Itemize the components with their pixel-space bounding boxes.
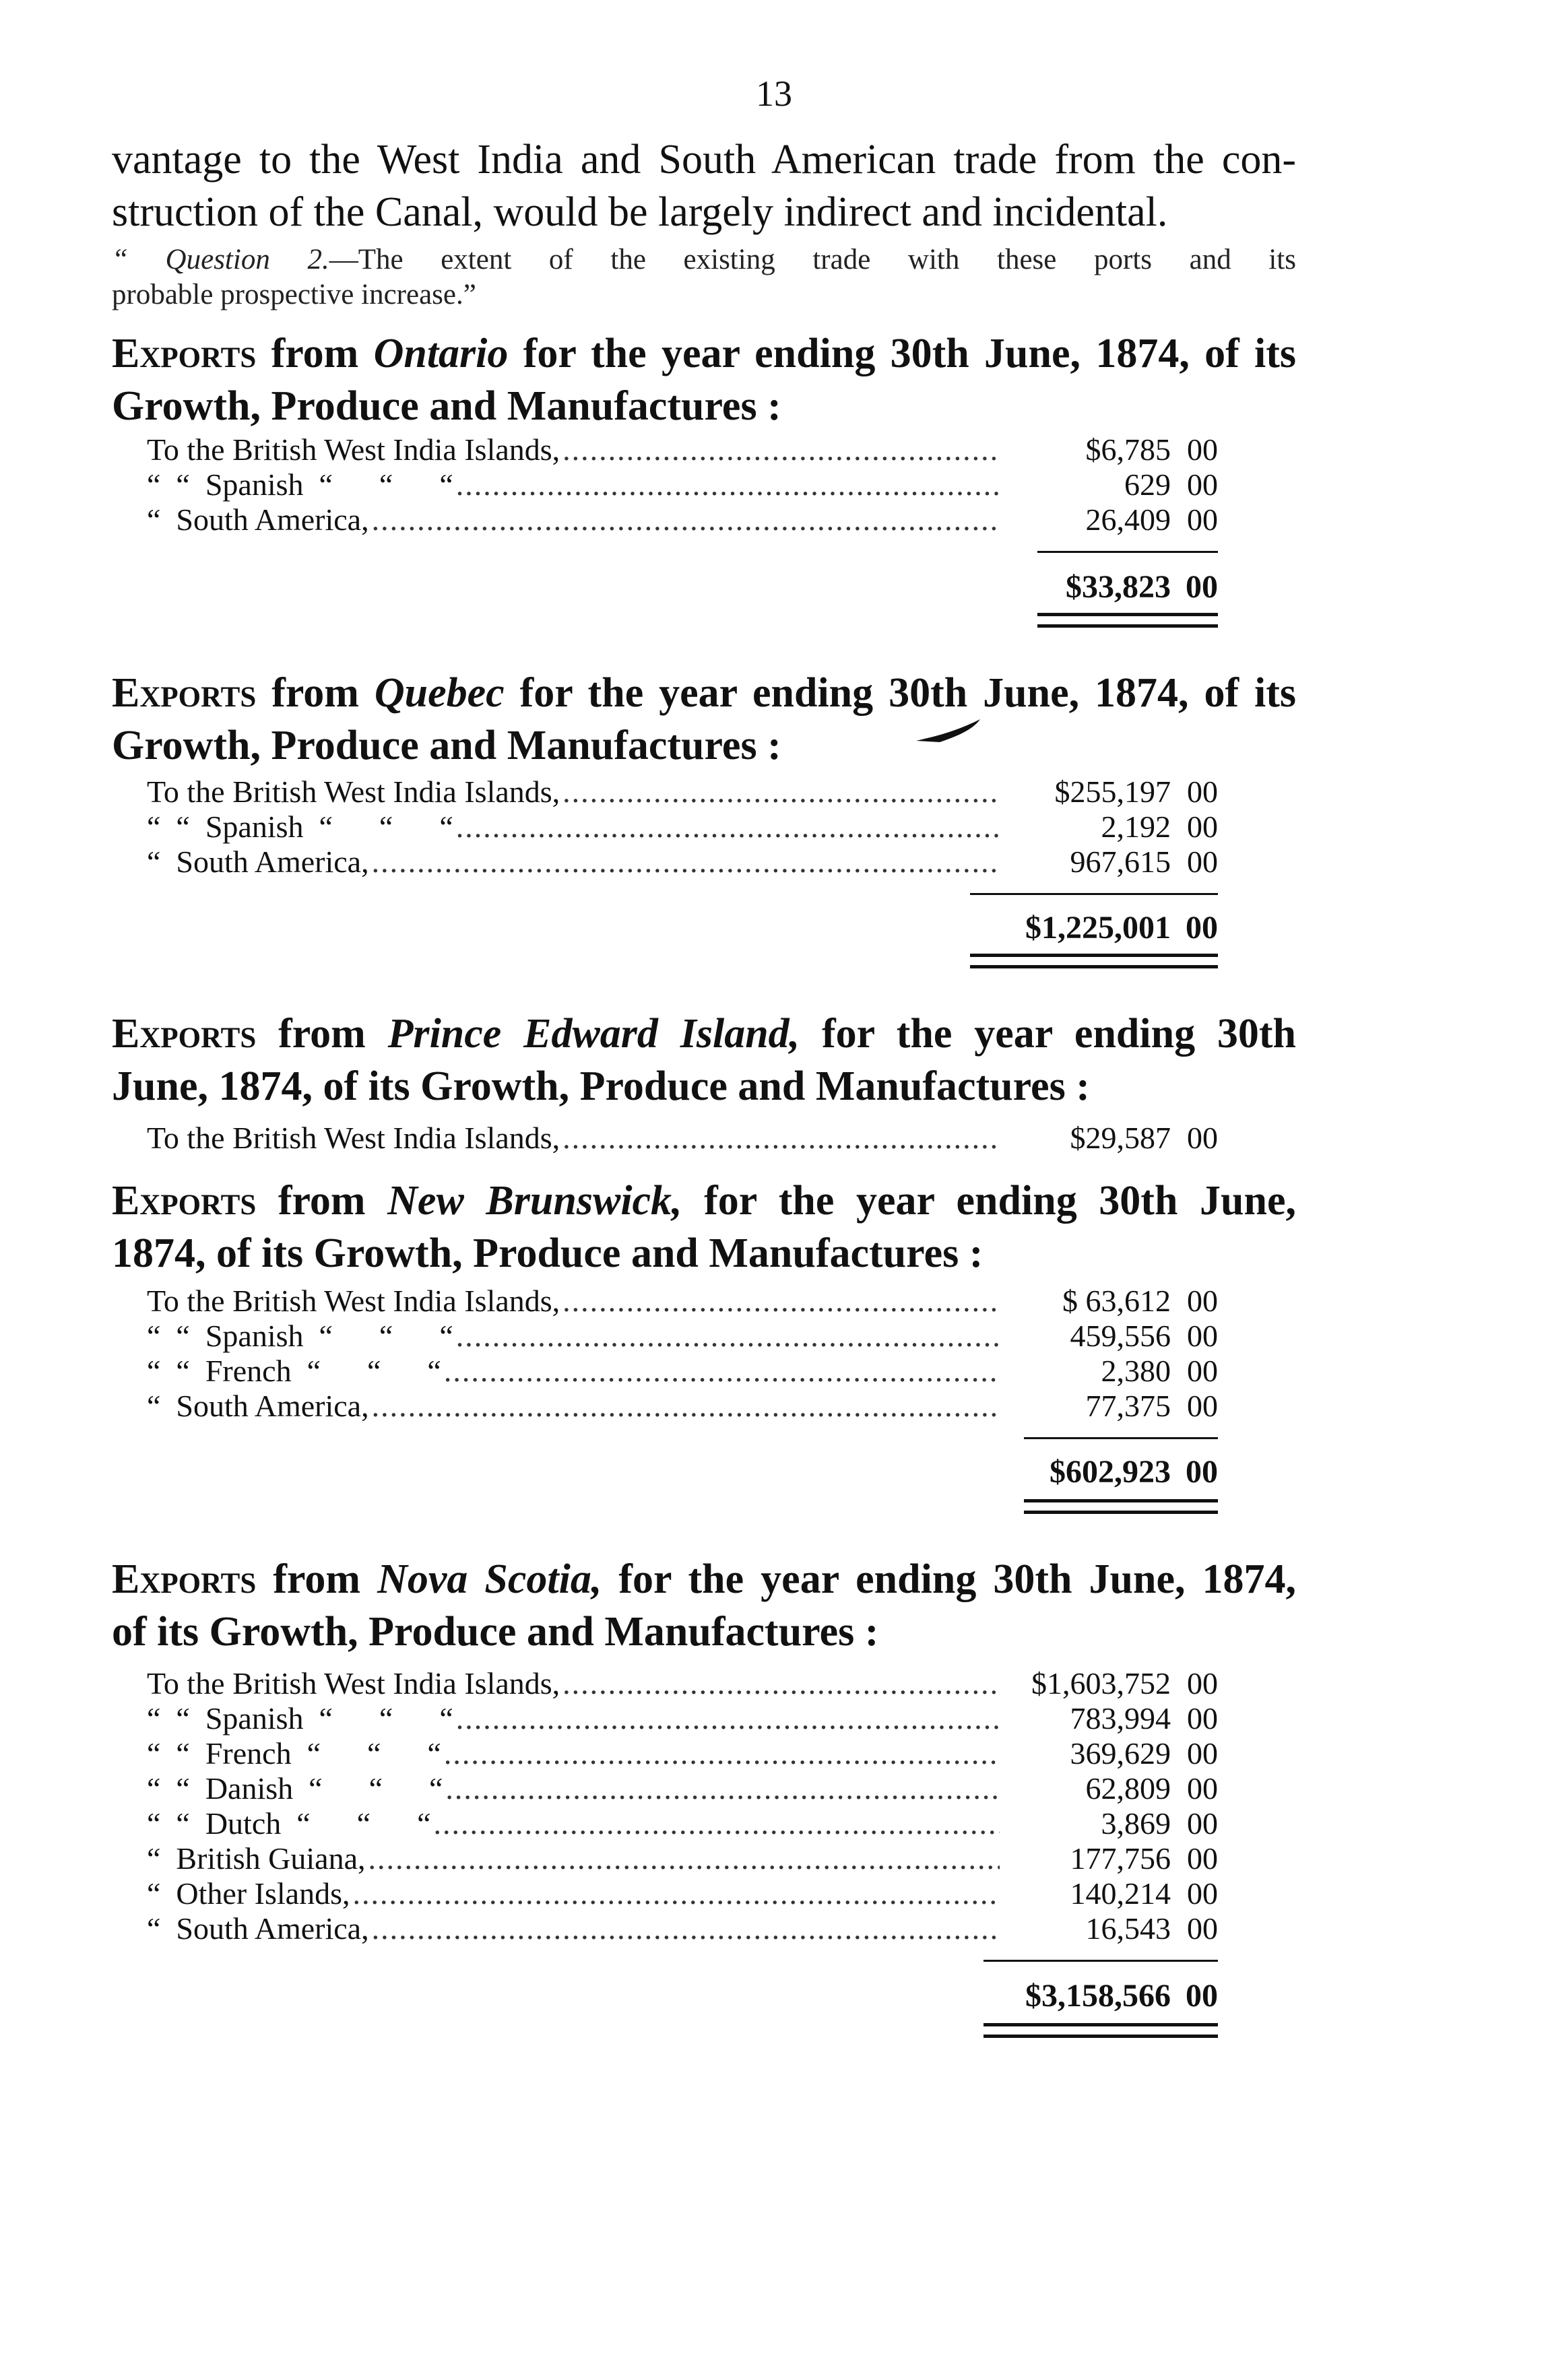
total-double-rule xyxy=(983,2023,1218,2038)
heading-line-1 xyxy=(112,327,1296,380)
exports-word: Exports xyxy=(112,331,257,376)
heading-rest: for the year ending 30th xyxy=(821,1011,1297,1057)
row-label: “ “ Spanish “ “ “ xyxy=(147,467,453,502)
table-row xyxy=(147,502,1218,537)
from-word: from xyxy=(278,1178,366,1224)
leader-dots xyxy=(562,1121,1000,1156)
page-number: 13 xyxy=(756,73,792,114)
row-label: “ “ French “ “ “ xyxy=(147,1736,441,1771)
section-heading-new-brunswick xyxy=(112,1175,1296,1280)
section-total xyxy=(943,568,1218,606)
table-row xyxy=(147,1319,1218,1354)
row-cents: 00 xyxy=(1187,502,1218,537)
row-cents: 00 xyxy=(1187,1319,1218,1353)
total-cents: 00 xyxy=(1186,910,1218,946)
table-row xyxy=(147,1771,1218,1806)
from-word: from xyxy=(278,1011,366,1057)
table-row xyxy=(147,809,1218,845)
row-label: “ South America, xyxy=(147,1911,369,1946)
ink-mark-icon xyxy=(913,715,987,749)
row-cents: 00 xyxy=(1187,467,1218,502)
total-amount: $602,923 xyxy=(1050,1454,1171,1490)
row-cents: 00 xyxy=(1187,1666,1218,1700)
section-heading-pei xyxy=(112,1007,1296,1113)
row-amount: $ 63,612 xyxy=(1062,1284,1171,1318)
row-cents: 00 xyxy=(1187,774,1218,809)
question-text-1: —The extent of the existing trade with these ports and its xyxy=(329,244,1296,275)
table-row xyxy=(147,1806,1218,1841)
exports-word: Exports xyxy=(112,670,257,716)
row-amount: 3,869 xyxy=(1101,1806,1171,1841)
row-cents: 00 xyxy=(1187,1701,1218,1736)
row-label: “ South America, xyxy=(147,1389,369,1423)
table-row xyxy=(147,1121,1218,1156)
leader-dots xyxy=(434,1806,1000,1841)
leader-dots xyxy=(352,1876,1000,1911)
row-cents: 00 xyxy=(1187,1736,1218,1771)
row-label: “ “ Dutch “ “ “ xyxy=(147,1806,431,1841)
row-amount: 16,543 xyxy=(1085,1911,1171,1946)
question-label: “ Question 2. xyxy=(112,244,329,275)
section-heading-quebec xyxy=(112,667,1296,772)
leader-dots xyxy=(562,432,1000,467)
total-cents: 00 xyxy=(1186,569,1218,605)
heading-line-1 xyxy=(112,1007,1296,1060)
heading-line-1 xyxy=(112,1553,1296,1606)
table-row xyxy=(147,1701,1218,1736)
table-row xyxy=(147,1389,1218,1424)
leader-dots xyxy=(562,1284,1000,1319)
leader-dots xyxy=(562,774,1000,809)
sum-rule xyxy=(970,893,1218,895)
row-cents: 00 xyxy=(1187,1806,1218,1841)
section-total xyxy=(943,909,1218,947)
sum-rule xyxy=(1024,1437,1218,1439)
sum-rule xyxy=(983,1960,1218,1962)
heading-line-2: of its Growth, Produce and Manufactures : xyxy=(112,1609,879,1655)
total-double-rule xyxy=(970,954,1218,968)
intro-line-2: struction of the Canal, would be largely indirect and incidental. xyxy=(112,189,1168,235)
row-label: “ South America, xyxy=(147,845,369,879)
exports-word: Exports xyxy=(112,1556,257,1602)
leader-dots xyxy=(456,1319,1000,1354)
table-row xyxy=(147,1666,1218,1701)
table-row xyxy=(147,1911,1218,1946)
place-name: Nova Scotia, xyxy=(377,1556,602,1602)
row-amount: 783,994 xyxy=(1070,1701,1171,1736)
row-cents: 00 xyxy=(1187,1841,1218,1876)
place-name: Prince Edward Island, xyxy=(387,1011,800,1057)
heading-line-2: Growth, Produce and Manufactures : xyxy=(112,383,781,429)
row-label: To the British West India Islands, xyxy=(147,774,560,809)
heading-line-1 xyxy=(112,667,1296,719)
intro-line-1: vantage to the West India and South American trade from the con- xyxy=(112,137,1296,183)
table-row xyxy=(147,1284,1218,1319)
row-amount: 369,629 xyxy=(1070,1736,1171,1771)
leader-dots xyxy=(444,1354,1000,1389)
row-amount: 967,615 xyxy=(1070,845,1171,879)
total-double-rule xyxy=(1024,1499,1218,1514)
leader-dots xyxy=(456,809,1000,845)
table-row xyxy=(147,1736,1218,1771)
heading-rest: for the year ending 30th June, 1874, of its xyxy=(523,331,1297,376)
row-label: “ Other Islands, xyxy=(147,1876,350,1911)
leader-dots xyxy=(562,1666,1000,1701)
table-row xyxy=(147,1876,1218,1911)
row-cents: 00 xyxy=(1187,1121,1218,1155)
question-line-1 xyxy=(112,242,1296,277)
row-amount: $29,587 xyxy=(1070,1121,1171,1155)
table-row xyxy=(147,845,1218,880)
leader-dots xyxy=(372,845,1000,880)
leader-dots xyxy=(368,1841,1000,1876)
from-word: from xyxy=(271,331,359,376)
row-cents: 00 xyxy=(1187,1354,1218,1388)
from-word: from xyxy=(273,1556,361,1602)
total-cents: 00 xyxy=(1186,1978,1218,2014)
heading-line-2: June, 1874, of its Growth, Produce and Manufactures : xyxy=(112,1063,1090,1109)
row-amount: 2,192 xyxy=(1101,809,1171,844)
table-row xyxy=(147,432,1218,467)
row-amount: $6,785 xyxy=(1085,432,1171,467)
row-label: To the British West India Islands, xyxy=(147,432,560,467)
row-label: “ “ Danish “ “ “ xyxy=(147,1771,443,1806)
row-cents: 00 xyxy=(1187,809,1218,844)
heading-line-1 xyxy=(112,1175,1296,1227)
leader-dots xyxy=(372,502,1000,537)
heading-rest: for the year ending 30th June, 1874, xyxy=(618,1556,1297,1602)
leader-dots xyxy=(444,1736,1000,1771)
place-name: Quebec xyxy=(374,670,505,716)
section-total xyxy=(943,1453,1218,1491)
heading-rest: for the year ending 30th June, xyxy=(704,1178,1297,1224)
row-label: To the British West India Islands, xyxy=(147,1121,560,1155)
exports-word: Exports xyxy=(112,1178,257,1224)
row-cents: 00 xyxy=(1187,1389,1218,1423)
from-word: from xyxy=(271,670,359,716)
row-cents: 00 xyxy=(1187,432,1218,467)
total-amount: $1,225,001 xyxy=(1025,910,1171,946)
leader-dots xyxy=(445,1771,1000,1806)
row-amount: 629 xyxy=(1124,467,1171,502)
sum-rule xyxy=(1037,551,1218,553)
row-label: To the British West India Islands, xyxy=(147,1284,560,1318)
exports-word: Exports xyxy=(112,1011,257,1057)
row-label: “ South America, xyxy=(147,502,369,537)
row-label: “ “ Spanish “ “ “ xyxy=(147,1319,453,1353)
row-amount: $1,603,752 xyxy=(1031,1666,1171,1700)
table-row xyxy=(147,1841,1218,1876)
row-cents: 00 xyxy=(1187,845,1218,879)
total-cents: 00 xyxy=(1186,1454,1218,1490)
heading-line-2: Growth, Produce and Manufactures : xyxy=(112,723,781,768)
question-paragraph xyxy=(112,242,1296,312)
total-amount: $3,158,566 xyxy=(1025,1978,1171,2014)
question-line-2: probable prospective increase.” xyxy=(112,279,476,310)
intro-paragraph xyxy=(112,133,1296,238)
row-amount: 62,809 xyxy=(1085,1771,1171,1806)
section-heading-nova-scotia xyxy=(112,1553,1296,1658)
row-amount: 26,409 xyxy=(1085,502,1171,537)
row-label: “ British Guiana, xyxy=(147,1841,366,1876)
row-label: “ “ French “ “ “ xyxy=(147,1354,441,1388)
row-amount: $255,197 xyxy=(1054,774,1171,809)
section-heading-ontario xyxy=(112,327,1296,432)
table-row xyxy=(147,774,1218,809)
total-double-rule xyxy=(1037,613,1218,628)
total-amount: $33,823 xyxy=(1066,569,1171,605)
row-amount: 140,214 xyxy=(1070,1876,1171,1911)
row-amount: 77,375 xyxy=(1085,1389,1171,1423)
row-amount: 177,756 xyxy=(1070,1841,1171,1876)
leader-dots xyxy=(372,1911,1000,1946)
heading-line-2: 1874, of its Growth, Produce and Manufactures : xyxy=(112,1230,983,1276)
row-cents: 00 xyxy=(1187,1876,1218,1911)
table-row xyxy=(147,1354,1218,1389)
leader-dots xyxy=(456,467,1000,502)
leader-dots xyxy=(372,1389,1000,1424)
leader-dots xyxy=(456,1701,1000,1736)
row-label: To the British West India Islands, xyxy=(147,1666,560,1700)
row-amount: 459,556 xyxy=(1070,1319,1171,1353)
row-cents: 00 xyxy=(1187,1771,1218,1806)
row-label: “ “ Spanish “ “ “ xyxy=(147,809,453,844)
section-total xyxy=(943,1977,1218,2015)
place-name: New Brunswick, xyxy=(387,1178,682,1224)
row-cents: 00 xyxy=(1187,1911,1218,1946)
row-cents: 00 xyxy=(1187,1284,1218,1318)
place-name: Ontario xyxy=(373,331,509,376)
heading-rest: for the year ending 30th June, 1874, of its xyxy=(519,670,1297,716)
table-row xyxy=(147,467,1218,502)
row-amount: 2,380 xyxy=(1101,1354,1171,1388)
row-label: “ “ Spanish “ “ “ xyxy=(147,1701,453,1736)
